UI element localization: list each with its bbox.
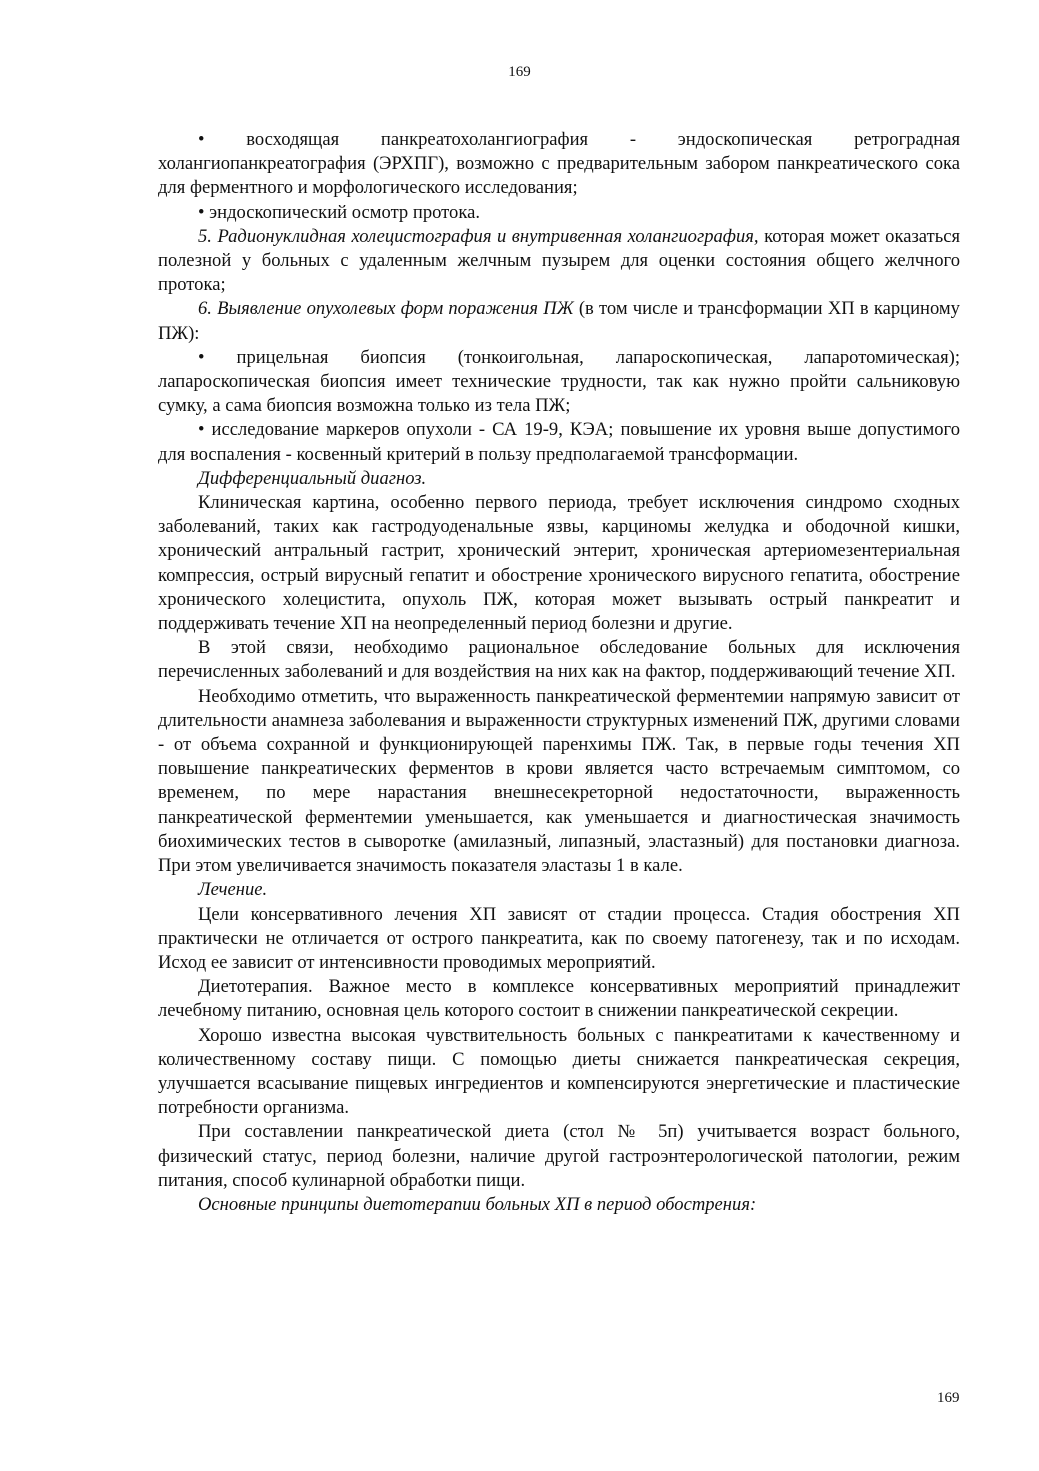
section-heading-treatment: Лечение. <box>198 879 268 901</box>
paragraph-treatment-goals: Цели консервативного лечения ХП зависят от стадии процесса. Стадия обострения ХП практически не отличается от острого панкреатита, как по своему патогенезу, так и по исходам. Исход ее зависит от интенсивности проводимых мероприятий. <box>158 903 960 973</box>
item-text-5: которая может оказаться полезной у больных с удаленным желчным пузырем для оценки состояния общего желчного протока; <box>158 225 960 296</box>
section-heading-diet-principles: Основные принципы диетотерапии больных ХП в период обострения: <box>198 1193 757 1215</box>
paragraph-diet-composition: При составлении панкреатической диета (стол № 5п) учитывается возраст больного, физический статус, период болезни, наличие другой гастроэнтерологической патологии, режим питания, способ кулинарной обработки пищи. <box>158 1121 960 1191</box>
item-text-6: (в том числе и трансформации ХП в карциному ПЖ): <box>158 298 960 344</box>
paragraph-clinical-picture: Клиническая картина, особенно первого периода, требует исключения синдромо сходных заболеваний, таких как гастродуоденальные язвы, карциномы желудка и ободочной кишки, хронический антральный гастрит, хронический энтерит, хроническая артериомезентериальная компрессия, острый вирусный гепатит и обострение хронического вирусного гепатита, обострение хронического холецистита, опухоль ПЖ, которая может вызывать острый панкреатит и поддерживать течение ХП на неопределенный период болезни и другие. <box>158 492 960 635</box>
item-heading-5: 5. Радионуклидная холецистография и внутривенная холангиография, <box>198 225 759 247</box>
paragraph-sensitivity: Хорошо известна высокая чувствительность больных с панкреатитами к качественному и количественному составу пищи. С помощью диеты снижается панкреатическая секреция, улучшается всасывание пищевых ингредиентов и компенсируются энергетические и пластические потребности организма. <box>158 1024 960 1119</box>
page-number-top: 169 <box>508 64 531 80</box>
page-body <box>158 128 960 1217</box>
paragraph-diet-therapy: Диетотерапия. Важное место в комплексе консервативных мероприятий принадлежит лечебному питанию, основная цель которого состоит в снижении панкреатической секреции. <box>158 976 960 1022</box>
page-number-bottom: 169 <box>937 1390 960 1406</box>
section-heading-differential: Дифференциальный диагноз. <box>198 467 427 489</box>
paragraph-cholecystography <box>158 225 960 298</box>
paragraph-biopsy: • прицельная биопсия (тонкоигольная, лапароскопическая, лапаротомическая); лапароскопическая биопсия имеет технические трудности, так как нужно пройти сальниковую сумку, а сама биопсия возможна только из тела ПЖ; <box>158 346 960 417</box>
paragraph-fermentemia: Необходимо отметить, что выраженность панкреатической ферментемии напрямую зависит от длительности анамнеза заболевания и выраженности структурных изменений ПЖ, другими словами - от объема сохранной и функционирующей паренхимы ПЖ. Так, в первые годы течения ХП повышение панкреатических ферментов в крови является часто встречаемым симптомом, со временем, по мере нарастания внешнесекреторной недостаточности, выраженность панкреатической ферментемии уменьшается, как уменьшается и диагностическая значимость биохимических тестов в сыворотке (амилазный, липазный, эластазный) для постановки диагноза. При этом увеличивается значимость показателя эластазы 1 в кале. <box>158 685 960 877</box>
paragraph-tumor-detection <box>158 297 960 345</box>
paragraph-endoscopy: • эндоскопический осмотр протока. <box>198 201 481 223</box>
item-heading-6: 6. Выявление опухолевых форм поражения ПЖ <box>198 298 574 320</box>
paragraph-examination: В этой связи, необходимо рациональное обследование больных для исключения перечисленных заболеваний и для воздействия на них как на фактор, поддерживающий течение ХП. <box>158 637 960 683</box>
paragraph-ercp: • восходящая панкреатохолангиография - эндоскопическая ретроградная холангиопанкреатография (ЭРХПГ), возможно с предварительным забором панкреатического сока для ферментного и морфологического исследования; <box>158 129 960 199</box>
paragraph-markers: • исследование маркеров опухоли - СА 19-9, КЭА; повышение их уровня выше допустимого для воспаления - косвенный критерий в пользу предполагаемой трансформации. <box>158 419 960 465</box>
